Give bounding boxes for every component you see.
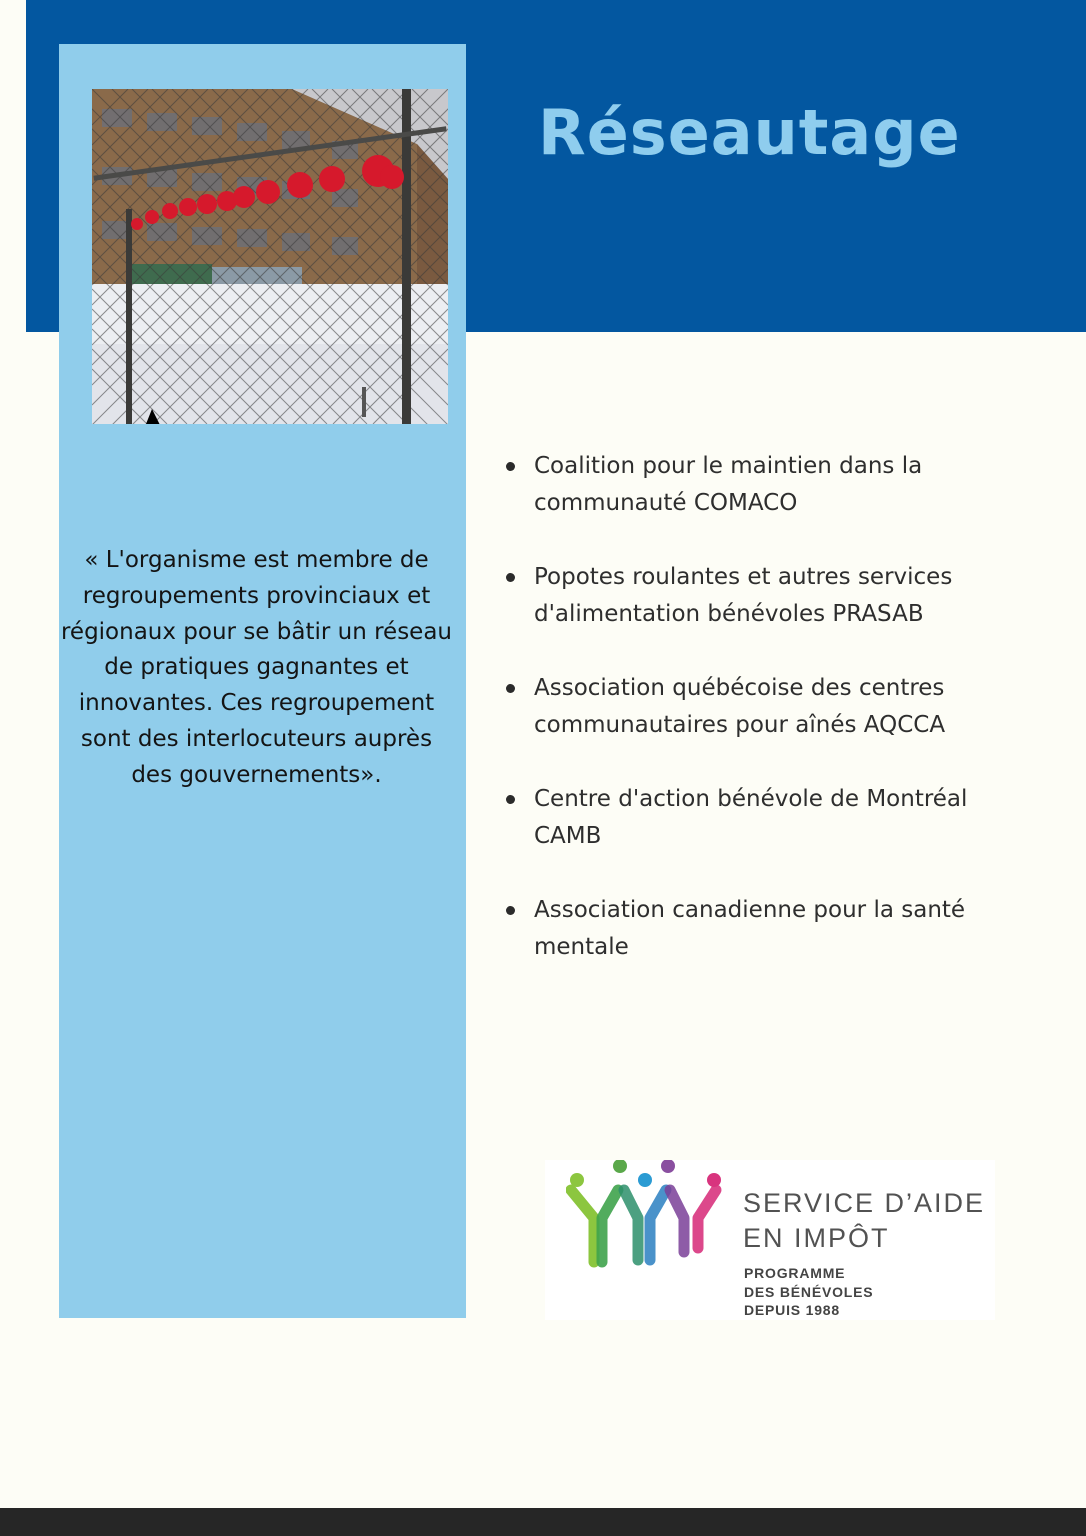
list-item: Centre d'action bénévole de Montréal CAMB [505,781,1025,855]
page-title: Réseautage [538,96,961,169]
bullet-icon [506,906,515,915]
bullet-icon [506,684,515,693]
service-logo [545,1160,995,1320]
logo-title-line-2: EN IMPÔT [743,1223,890,1253]
bullet-icon [506,795,515,804]
organization-list [505,448,1025,1003]
list-item: Popotes roulantes et autres services d'alimentation bénévoles PRASAB [505,559,1025,633]
snow-fence-photo [92,89,448,424]
list-item: Coalition pour le maintien dans la communauté COMACO [505,448,1025,522]
bullet-icon [506,462,515,471]
logo-title-line-1: SERVICE D’AIDE [743,1188,986,1218]
membership-quote: « L'organisme est membre de regroupements provinciaux et régionaux pour se bâtir un réseau de pratiques gagnantes et innovantes. Ces regroupement sont des interlocuteurs auprès des gouvernements». [60,547,453,788]
list-item: Association québécoise des centres communautaires pour aînés AQCCA [505,670,1025,744]
people-figures-logo-icon [566,1160,726,1275]
logo-subtitle: PROGRAMME DES BÉNÉVOLES DEPUIS 1988 [744,1265,874,1318]
list-item: Association canadienne pour la santé mentale [505,892,1025,966]
footer-band [0,1508,1086,1536]
bullet-icon [506,573,515,582]
